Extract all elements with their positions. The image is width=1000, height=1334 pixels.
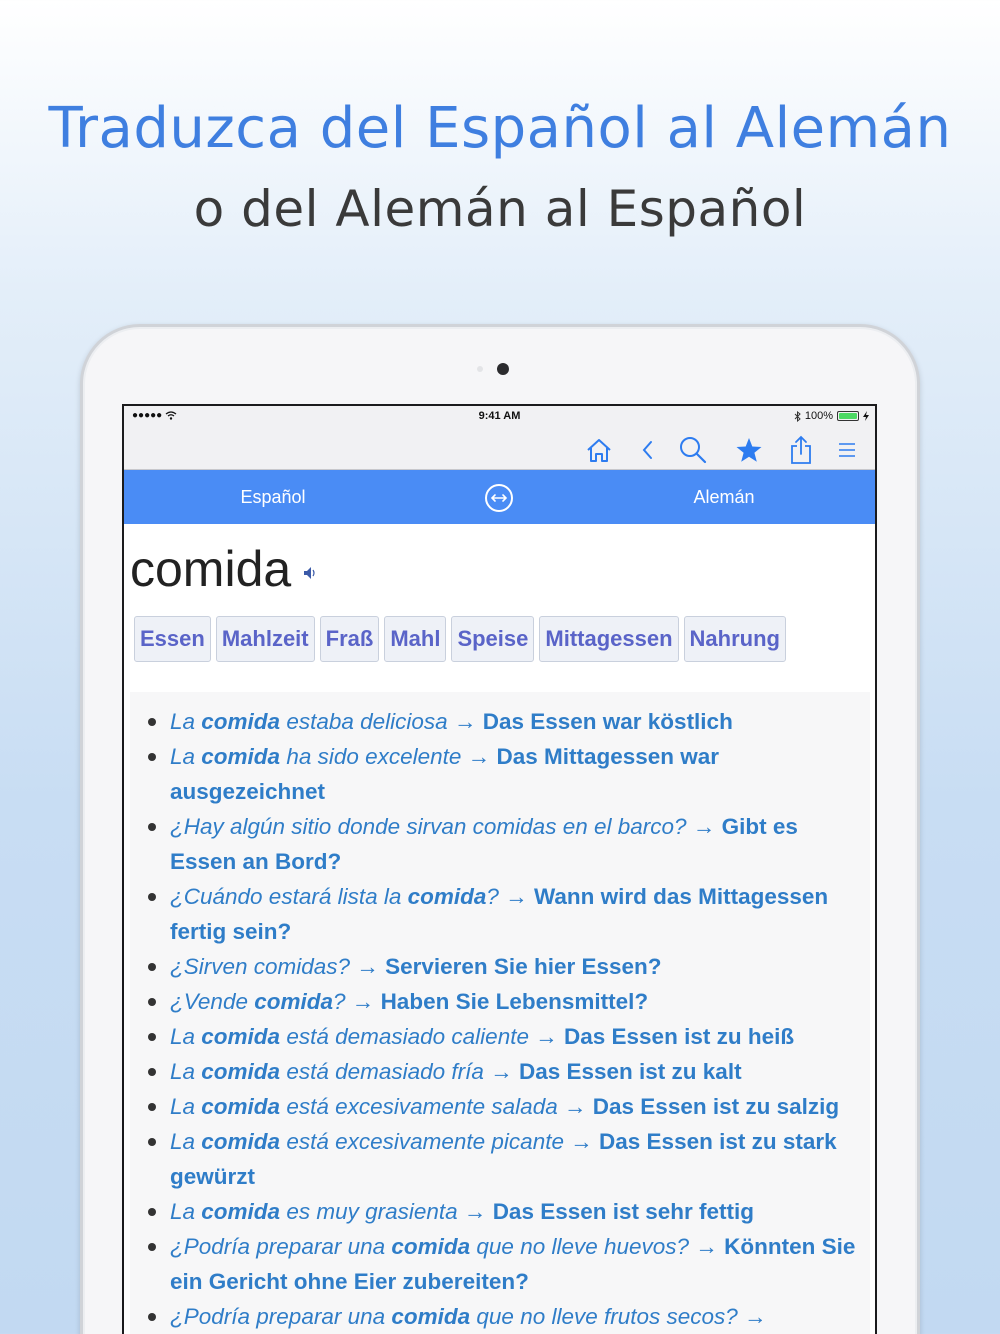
example-spanish-text: ¿Vende: [170, 989, 255, 1014]
example-spanish-text: ?: [486, 884, 499, 909]
example-spanish-text: ?: [333, 989, 346, 1014]
battery-percent: 100%: [804, 410, 833, 422]
status-bar: [124, 406, 875, 428]
example-spanish-text: está excesivamente salada: [280, 1094, 558, 1119]
example-german: Das Essen ist sehr fettig: [492, 1199, 755, 1224]
share-icon: [789, 435, 813, 465]
example-item[interactable]: [130, 1229, 870, 1299]
example-spanish-text: que no lleve huevos?: [470, 1234, 690, 1259]
example-keyword: comida: [201, 1024, 281, 1049]
status-right: [794, 410, 869, 422]
translation-chip[interactable]: Mahl: [384, 616, 446, 662]
example-spanish-text: La: [170, 1059, 202, 1084]
battery-icon: [837, 411, 859, 421]
arrow-separator: →: [695, 1234, 718, 1259]
arrow-separator: →: [490, 1059, 513, 1084]
arrow-separator: →: [564, 1094, 587, 1119]
ipad-sensor: [477, 366, 483, 372]
example-german: Das Mittagessen war ausgezeichnet: [170, 744, 720, 804]
example-spanish: [170, 1304, 738, 1329]
translation-chip[interactable]: Mittagessen: [539, 616, 678, 662]
example-spanish-text: La: [170, 744, 202, 769]
example-spanish: [170, 989, 346, 1014]
example-keyword: comida: [254, 989, 334, 1014]
example-keyword: comida: [391, 1234, 471, 1259]
example-spanish: [170, 1234, 689, 1259]
example-keyword: comida: [201, 1094, 281, 1119]
examples-panel: [130, 692, 870, 1334]
charging-icon: [863, 411, 869, 421]
example-keyword: comida: [201, 1199, 281, 1224]
example-spanish: [170, 884, 499, 909]
arrow-separator: →: [744, 1304, 767, 1329]
example-item[interactable]: [130, 879, 870, 949]
entry-content: [124, 524, 875, 1334]
arrow-separator: →: [505, 884, 528, 909]
example-item[interactable]: [130, 1124, 870, 1194]
example-spanish-text: ¿Cuándo estará lista la: [170, 884, 408, 909]
example-spanish-text: La: [170, 1024, 202, 1049]
swap-languages-button[interactable]: [485, 484, 513, 512]
example-spanish: [170, 1059, 484, 1084]
arrow-separator: →: [351, 989, 375, 1014]
signal-dots: ●●●●●: [132, 410, 163, 421]
example-spanish: [170, 1094, 558, 1119]
menu-button[interactable]: [830, 434, 864, 466]
entry-header: [130, 540, 317, 598]
example-german: Das Essen ist zu heiß: [564, 1024, 795, 1049]
example-item[interactable]: [130, 809, 870, 879]
source-language-button[interactable]: Español: [240, 487, 306, 507]
share-button[interactable]: [784, 434, 818, 466]
example-spanish-text: está demasiado fría: [280, 1059, 484, 1084]
example-spanish: [170, 954, 350, 979]
arrow-separator: →: [356, 954, 379, 979]
translation-chip[interactable]: Speise: [451, 616, 534, 662]
example-german: Das Essen ist zu salzig: [592, 1094, 840, 1119]
speaker-icon: [303, 565, 317, 581]
bluetooth-icon: [794, 411, 801, 422]
example-item[interactable]: [130, 739, 870, 809]
example-spanish-text: La: [170, 1199, 202, 1224]
example-german: Servieren Sie hier Essen?: [385, 954, 662, 979]
example-item[interactable]: [130, 1194, 870, 1229]
language-bar: [124, 470, 875, 524]
example-german: Könnten Sie ein Gericht ohne Eier zubereiten?: [170, 1234, 856, 1294]
example-german: Gibt es Essen an Bord?: [170, 814, 798, 874]
example-spanish-text: está demasiado caliente: [280, 1024, 529, 1049]
example-spanish-text: está excesivamente picante: [280, 1129, 564, 1154]
example-german: Das Essen ist zu stark gewürzt: [170, 1129, 837, 1189]
example-item[interactable]: [130, 984, 870, 1019]
example-item[interactable]: [130, 1019, 870, 1054]
home-icon: [585, 437, 613, 463]
search-icon: [678, 435, 708, 465]
home-button[interactable]: [582, 434, 616, 466]
example-item[interactable]: [130, 1054, 870, 1089]
pronounce-button[interactable]: [303, 565, 317, 586]
arrow-separator: →: [692, 814, 716, 839]
example-spanish-text: La: [170, 1129, 202, 1154]
example-spanish: [170, 814, 687, 839]
example-item[interactable]: [130, 1089, 870, 1124]
arrow-separator: →: [467, 744, 491, 769]
example-keyword: comida: [201, 1129, 281, 1154]
favorite-button[interactable]: [732, 434, 766, 466]
example-spanish-text: ¿Sirven comidas?: [170, 954, 351, 979]
back-button[interactable]: [630, 434, 664, 466]
example-keyword: comida: [391, 1304, 471, 1329]
promo-headline: Traduzca del Español al Alemán: [48, 96, 952, 161]
example-spanish-text: ¿Hay algún sitio donde sirvan comidas en el barco?: [170, 814, 687, 839]
arrow-separator: →: [570, 1129, 593, 1154]
example-item[interactable]: [130, 1299, 870, 1334]
example-keyword: comida: [201, 709, 281, 734]
target-language-button[interactable]: Alemán: [693, 487, 755, 507]
entry-word: comida: [130, 541, 292, 597]
example-spanish: [170, 1024, 529, 1049]
example-item[interactable]: [130, 704, 870, 739]
example-spanish: [170, 744, 461, 769]
ipad-camera: [497, 363, 509, 375]
search-button[interactable]: [676, 434, 710, 466]
example-german: Das Essen ist zu kalt: [518, 1059, 742, 1084]
example-keyword: comida: [201, 744, 281, 769]
examples-list: [130, 692, 870, 1334]
promo-subline: o del Alemán al Español: [193, 180, 807, 238]
example-spanish-text: que no lleve frutos secos?: [470, 1304, 738, 1329]
example-spanish: [170, 1199, 458, 1224]
example-keyword: comida: [407, 884, 487, 909]
app-screen: [122, 404, 877, 1334]
status-time: 9:41 AM: [478, 410, 521, 422]
example-spanish: [170, 1129, 564, 1154]
translation-chip[interactable]: Fraß: [320, 616, 380, 662]
swap-icon: [490, 493, 508, 503]
menu-icon: [837, 441, 857, 459]
example-spanish: [170, 709, 448, 734]
example-item[interactable]: [130, 949, 870, 984]
example-spanish-text: es muy grasienta: [280, 1199, 458, 1224]
translation-chip[interactable]: Mahlzeit: [216, 616, 315, 662]
toolbar: [124, 428, 875, 470]
example-german: Haben Sie Lebensmittel?: [380, 989, 649, 1014]
example-spanish-text: La: [170, 709, 202, 734]
back-icon: [640, 439, 654, 461]
example-german: Das Essen war köstlich: [482, 709, 733, 734]
translation-chip[interactable]: Nahrung: [684, 616, 786, 662]
arrow-separator: →: [453, 709, 477, 734]
translation-chips: [134, 616, 786, 662]
example-german: Wann wird das Mittagessen fertig sein?: [170, 884, 829, 944]
arrow-separator: →: [463, 1199, 487, 1224]
star-icon: [735, 436, 763, 464]
arrow-separator: →: [535, 1024, 558, 1049]
example-spanish-text: La: [170, 1094, 202, 1119]
example-spanish-text: estaba deliciosa: [280, 709, 448, 734]
example-spanish-text: ¿Podría preparar una: [170, 1304, 392, 1329]
example-spanish-text: ha sido excelente: [280, 744, 462, 769]
translation-chip[interactable]: Essen: [134, 616, 211, 662]
example-keyword: comida: [201, 1059, 281, 1084]
example-spanish-text: ¿Podría preparar una: [170, 1234, 392, 1259]
